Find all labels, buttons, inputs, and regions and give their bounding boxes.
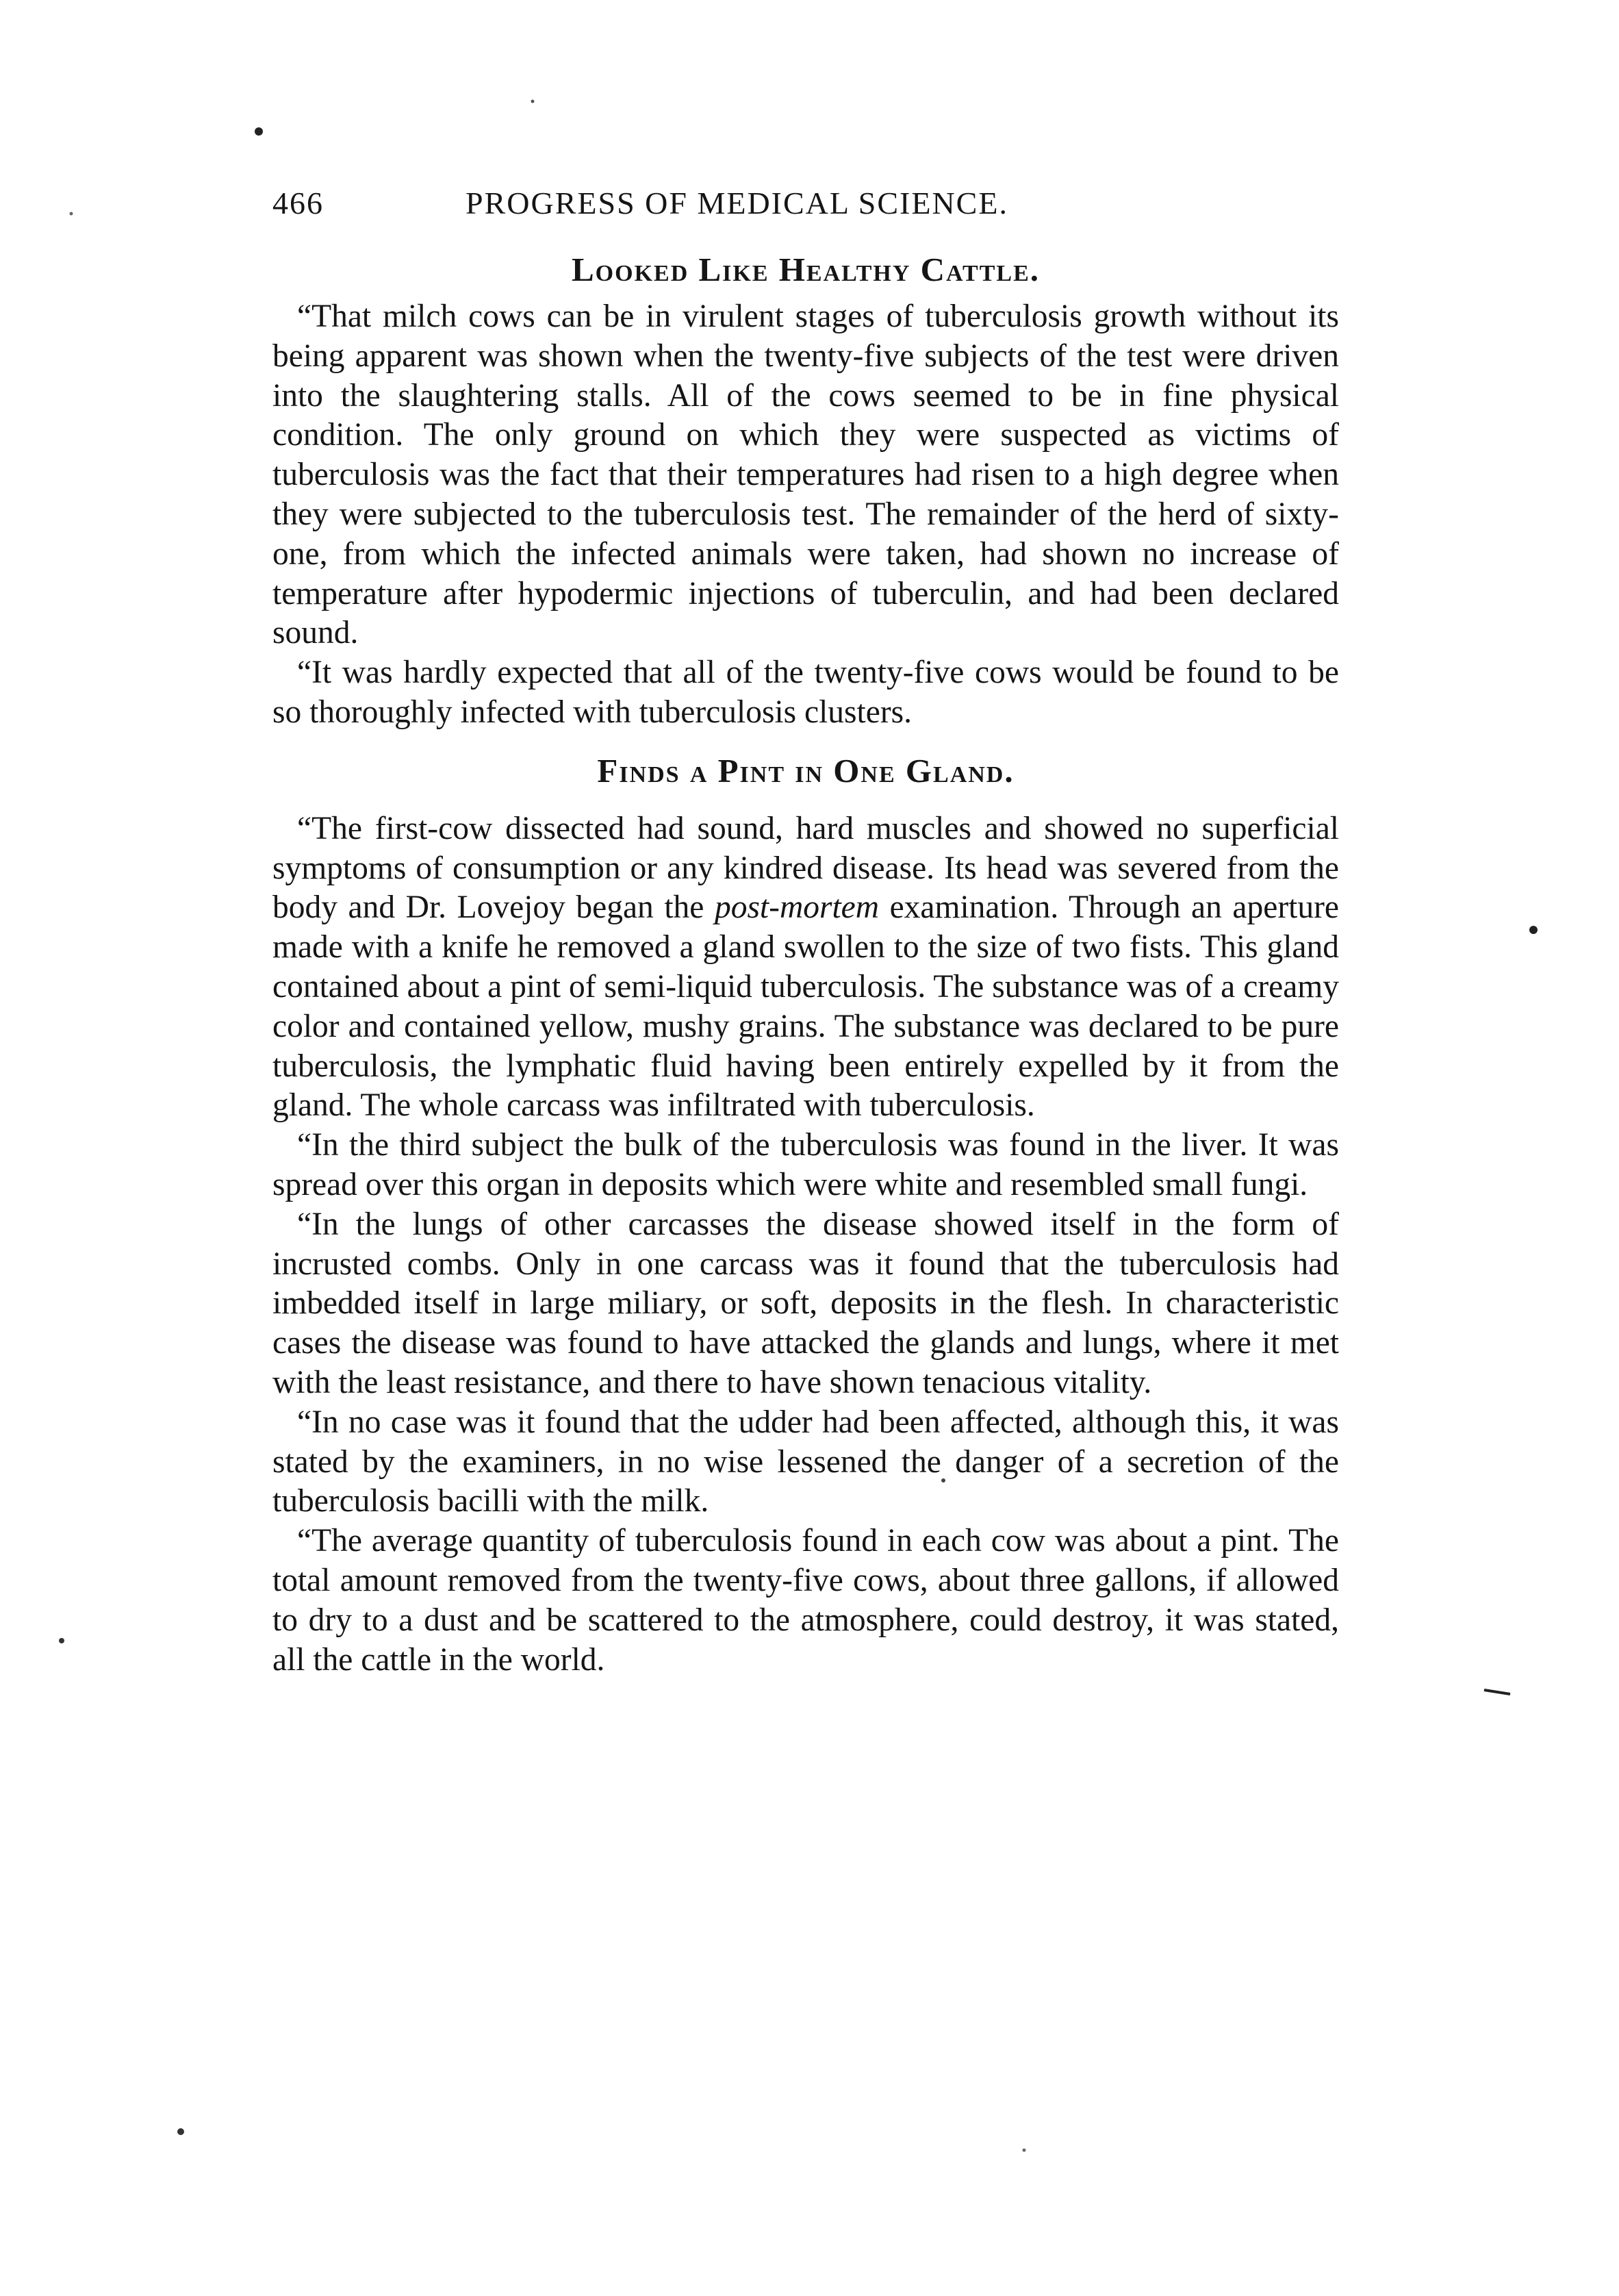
paragraph: “In the third subject the bulk of the tuberculosis was found in the liver. It was spread over this organ in deposits which were white and resembled small fungi.	[272, 1127, 1339, 1202]
paragraph: “In the lungs of other carcasses the disease showed itself in the form of incrusted combs. Only in one carcass was it found that the tuberculosis had imbedded itself in large miliary, or soft, deposits in the flesh. In characteristic cases the disease was found to have attacked the glands and lungs, where it met with the least resistance, and there to have shown tenacious vitality.	[272, 1206, 1339, 1400]
book-page	[272, 185, 1339, 1680]
page-number: 466	[272, 186, 324, 220]
section-heading-healthy-cattle: Looked Like Healthy Cattle.	[572, 251, 1040, 288]
paragraph	[272, 809, 1339, 1126]
section-heading-pint-in-gland: Finds a Pint in One Gland.	[597, 751, 1015, 790]
paragraph: “The average quantity of tuberculosis found in each cow was about a pint. The total amount removed from the twenty-five cows, about three gallons, if allowed to dry to a dust and be scattered to the atmosphere, could destroy, it was stated, all the cattle in the world.	[272, 1523, 1339, 1678]
paragraph: “It was hardly expected that all of the twenty-five cows would be found to be so thoroughly infected with tuberculosis clusters.	[272, 655, 1339, 730]
text-run: examination. Through an aperture made with a knife he removed a gland swollen to the size of two fists. This gland contained about a pint of semi-liquid tuberculosis. The substance was of a creamy color and contained yellow, mushy grains. The substance was declared to be pure tuberculosis, the lymphatic fluid having been entirely expelled by it from the gland. The whole carcass was infiltrated with tuberculosis.	[272, 890, 1340, 1124]
paragraph: “That milch cows can be in virulent stages of tuberculosis growth without its being apparent was shown when the twenty-five subjects of the test were driven into the slaughtering stalls. All of the cows seemed to be in fine physical condition. The only ground on which they were suspected as victims of tuberculosis was the fact that their temperatures had risen to a high degree when they were subjected to the tuberculosis test. The remainder of the herd of sixty-one, from which the infected animals were taken, had shown no increase of temperature after hypodermic injections of tuberculin, and had been declared sound.	[272, 299, 1339, 651]
paragraph: “In no case was it found that the udder had been affected, although this, it was stated by the examiners, in no wise lessened the danger of a secretion of the tuberculosis bacilli with the milk.	[272, 1404, 1339, 1519]
running-head	[272, 185, 1339, 240]
italic-term: post-mortem	[714, 890, 880, 926]
running-title: PROGRESS OF MEDICAL SCIENCE.	[466, 186, 1008, 220]
text-run: “The first-cow dissected had sound, hard muscles and showed no superficial symptoms of consumption or any kindred disease. Its head was severed from the body and Dr. Lovejoy began the	[272, 810, 1339, 926]
